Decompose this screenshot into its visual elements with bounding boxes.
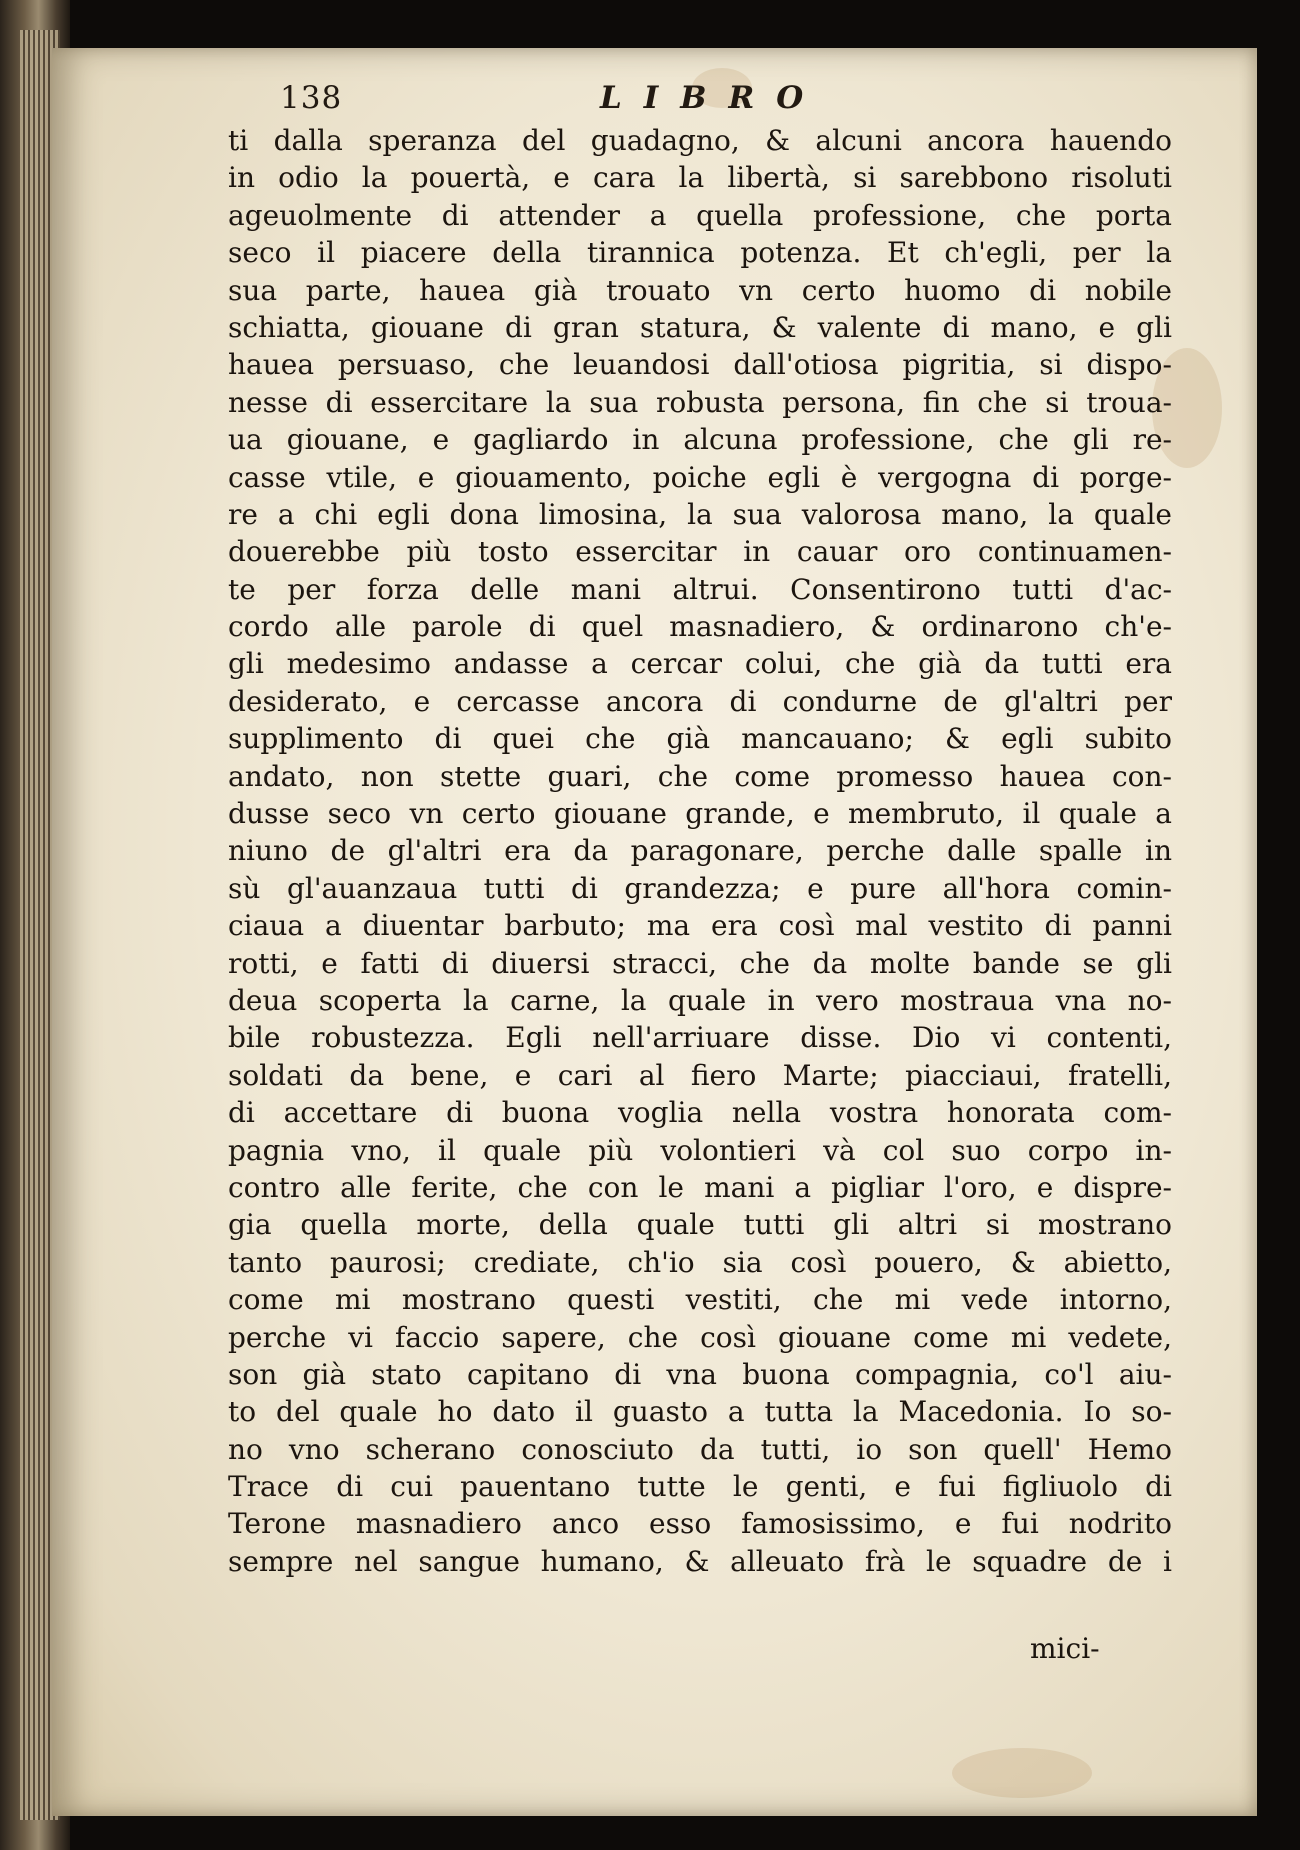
- text-line: seco il piacere della tirannica potenza. Et ch'egli, per la: [228, 236, 1172, 270]
- text-line: casse vtile, e giouamento, poiche egli è vergogna di porge-: [228, 460, 1172, 494]
- text-line: ti dalla speranza del guadagno, & alcuni ancora hauendo: [228, 124, 1172, 157]
- body-text: [228, 122, 1172, 1580]
- text-line: niuno de gl'altri era da paragonare, perche dalle spalle in: [228, 834, 1172, 868]
- text-line: gia quella morte, della quale tutti gli altri si mostrano: [228, 1208, 1172, 1242]
- text-line: tanto paurosi; crediate, ch'io sia così pouero, & abietto,: [228, 1245, 1172, 1279]
- text-line: douerebbe più tosto essercitar in cauar oro continuamen-: [228, 535, 1172, 569]
- text-line: no vno scherano conosciuto da tutti, io son quell' Hemo: [228, 1432, 1172, 1466]
- text-line: ageuolmente di attender a quella professione, che porta: [228, 198, 1172, 232]
- text-line: schiatta, giouane di gran statura, & valente di mano, e gli: [228, 310, 1172, 344]
- text-line: in odio la pouertà, e cara la libertà, si sarebbono risoluti: [228, 161, 1172, 195]
- text-line: perche vi faccio sapere, che così giouane come mi vedete,: [228, 1320, 1172, 1354]
- text-line: di accettare di buona voglia nella vostra honorata com-: [228, 1096, 1172, 1130]
- text-line: supplimento di quei che già mancauano; & egli subito: [228, 722, 1172, 756]
- text-line: Terone masnadiero anco esso famosissimo, e fui nodrito: [228, 1507, 1172, 1541]
- text-line: to del quale ho dato il guasto a tutta la Macedonia. Io so-: [228, 1395, 1172, 1429]
- text-line: andato, non stette guari, che come promesso hauea con-: [228, 759, 1172, 793]
- text-line: te per forza delle mani altrui. Consentirono tutti d'ac-: [228, 572, 1172, 606]
- text-line: ciaua a diuentar barbuto; ma era così mal vestito di panni: [228, 909, 1172, 943]
- text-line: contro alle ferite, che con le mani a pigliar l'oro, e dispre-: [228, 1170, 1172, 1204]
- catchword: mici-: [1030, 1632, 1100, 1665]
- text-line: rotti, e fatti di diuersi stracci, che da molte bande se gli: [228, 946, 1172, 980]
- text-line: re a chi egli dona limosina, la sua valorosa mano, la quale: [228, 497, 1172, 531]
- text-line: soldati da bene, e cari al fiero Marte; piacciaui, fratelli,: [228, 1058, 1172, 1092]
- text-line: nesse di essercitare la sua robusta persona, fin che si troua-: [228, 385, 1172, 419]
- running-head: [280, 80, 1060, 122]
- text-line: cordo alle parole di quel masnadiero, & ordinarono ch'e-: [228, 610, 1172, 644]
- text-line: deua scoperta la carne, la quale in vero mostraua vna no-: [228, 983, 1172, 1017]
- text-line: desiderato, e cercasse ancora di condurne de gl'altri per: [228, 684, 1172, 718]
- text-line: dusse seco vn certo giouane grande, e membruto, il quale a: [228, 797, 1172, 831]
- text-line: bile robustezza. Egli nell'arriuare disse. Dio vi contenti,: [228, 1021, 1172, 1055]
- text-line: hauea persuaso, che leuandosi dall'otiosa pigritia, si dispo-: [228, 348, 1172, 382]
- text-line: gli medesimo andasse a cercar colui, che già da tutti era: [228, 647, 1172, 681]
- text-line: sua parte, hauea già trouato vn certo huomo di nobile: [228, 273, 1172, 307]
- text-line: sù gl'auanzaua tutti di grandezza; e pure all'hora comin-: [228, 871, 1172, 905]
- text-line: come mi mostrano questi vestiti, che mi vede intorno,: [228, 1283, 1172, 1317]
- running-title: LIBRO: [600, 80, 826, 116]
- text-line: sempre nel sangue humano, & alleuato frà le squadre de i: [228, 1544, 1172, 1578]
- page-number: 138: [280, 80, 343, 116]
- text-line: Trace di cui pauentano tutte le genti, e fui figliuolo di: [228, 1470, 1172, 1504]
- text-line: pagnia vno, il quale più volontieri và col suo corpo in-: [228, 1133, 1172, 1167]
- text-line: son già stato capitano di vna buona compagnia, co'l aiu-: [228, 1357, 1172, 1391]
- text-line: ua giouane, e gagliardo in alcuna professione, che gli re-: [228, 423, 1172, 457]
- foxing-stain: [952, 1748, 1092, 1798]
